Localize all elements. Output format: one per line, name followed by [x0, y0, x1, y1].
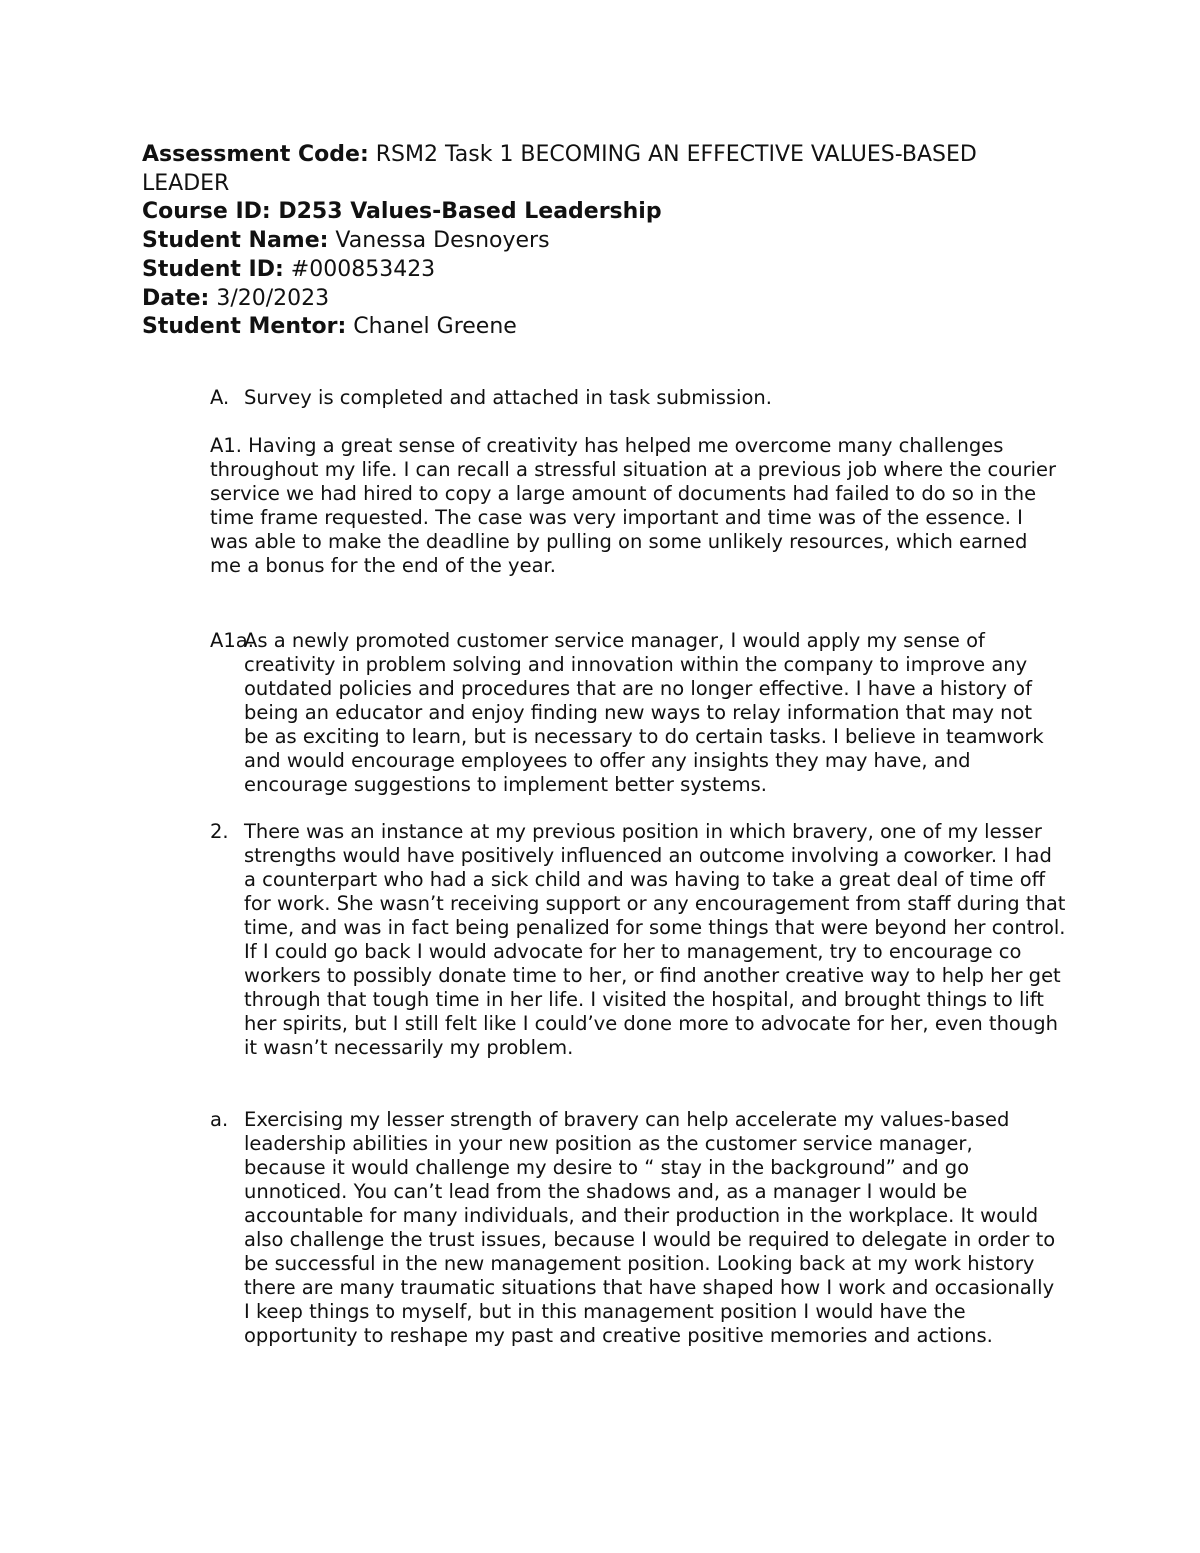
- student-name-label: Student Name:: [142, 228, 329, 254]
- assessment-code-line: [142, 141, 1062, 198]
- section-2-marker: 2.: [210, 820, 229, 843]
- section-a: [210, 386, 1070, 410]
- document-header: [142, 141, 1062, 342]
- date-label: Date:: [142, 285, 210, 311]
- section-a-text: Survey is completed and attached in task submission.: [244, 386, 772, 409]
- assessment-code-label: Assessment Code:: [142, 142, 369, 167]
- student-id-line: [142, 256, 1062, 285]
- section-a-marker: A.: [210, 386, 230, 409]
- section-a1: [210, 434, 1060, 578]
- course-id-label: Course ID: D253 Values-Based Leadership: [142, 199, 662, 225]
- section-a1a-text: As a newly promoted customer service manager, I would apply my sense of creativity in problem solving and innovation within the company to improve any outdated policies and procedures that are no longer effective. I have a history of being an educator and enjoy finding new ways to relay information that may not be as exciting to learn, but is necessary to do certain tasks. I believe in teamwork and would encourage employees to offer any insights they may have, and encourage suggestions to implement better systems.: [244, 629, 1044, 796]
- course-id-line: [142, 198, 1062, 227]
- assessment-code-value: RSM2 Task 1 BECOMING AN EFFECTIVE VALUES-BASED LEADER: [142, 142, 977, 196]
- date-line: [142, 285, 1062, 314]
- student-mentor-value: Chanel Greene: [346, 314, 517, 340]
- date-value: 3/20/2023: [209, 285, 330, 311]
- student-mentor-label: Student Mentor:: [142, 314, 347, 340]
- student-id-value: #000853423: [283, 256, 436, 282]
- student-name-line: [142, 227, 1062, 256]
- section-a1a-marker: A1a.: [210, 629, 254, 652]
- section-2: [210, 820, 1070, 1060]
- student-name-value: Vanessa Desnoyers: [328, 228, 550, 254]
- student-mentor-line: [142, 313, 1062, 342]
- section-a1a: [210, 629, 1060, 797]
- section-a1-text: A1. Having a great sense of creativity has helped me overcome many challenges throughout my life. I can recall a stressful situation at a previous job where the courier service we had hired to copy a large amount of documents had failed to do so in the time frame requested. The case was very important and time was of the essence. I was able to make the deadline by pulling on some unlikely resources, which earned me a bonus for the end of the year.: [210, 434, 1057, 577]
- student-id-label: Student ID:: [142, 256, 284, 282]
- section-a-small-text: Exercising my lesser strength of bravery can help accelerate my values-based leadership abilities in your new position as the customer service manager, because it would challenge my desire to “ stay in the background” and go unnoticed. You can’t lead from the shadows and, as a manager I would be accountable for many individuals, and their production in the workplace. It would also challenge the trust issues, because I would be required to delegate in order to be successful in the new management position. Looking back at my work history there are many traumatic situations that have shaped how I work and occasionally I keep things to myself, but in this management position I would have the opportunity to reshape my past and creative positive memories and actions.: [244, 1108, 1056, 1347]
- section-2-text: There was an instance at my previous position in which bravery, one of my lesser strengths would have positively influenced an outcome involving a coworker. I had a counterpart who had a sick child and was having to take a great deal of time off for work. She wasn’t receiving support or any encouragement from staff during that time, and was in fact being penalized for some things that were beyond her control. If I could go back I would advocate for her to management, try to encourage co workers to possibly donate time to her, or find another creative way to help her get through that tough time in her life. I visited the hospital, and brought things to lift her spirits, but I still felt like I could’ve done more to advocate for her, even though it wasn’t necessarily my problem.: [244, 820, 1066, 1059]
- section-a-small: [210, 1108, 1060, 1348]
- section-a-small-marker: a.: [210, 1108, 229, 1131]
